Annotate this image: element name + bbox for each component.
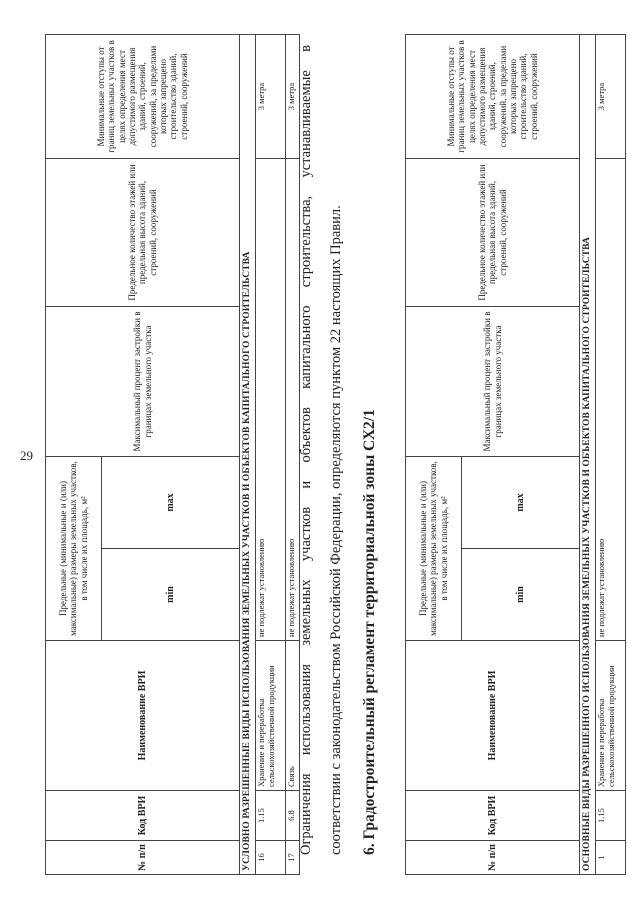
header-num: № п/п (406, 841, 580, 875)
restrictions-paragraph-line-2: соответствии с законодательством Российской Федерации, определяются пунктом 22 настоящих Правил. (328, 205, 344, 855)
header-max: max (462, 457, 580, 549)
row-name: Хранение и переработка сельскохозяйственной продукции (595, 641, 625, 791)
header-setback: Минимальные отступы от границ земельных участков в целях определения мест допустимого размещения зданий, строений, сооружений, за пределами которых запрещено строительство зданий, строений, сооружений (406, 35, 580, 159)
landscape-page-content (45, 35, 616, 875)
header-max: max (102, 457, 240, 549)
row-sizes: не подлежат установлению (285, 159, 299, 641)
row-num: 16 (255, 841, 285, 875)
row-sizes: не подлежат установлению (595, 159, 625, 641)
header-code: Код ВРИ (406, 791, 580, 841)
header-setback: Минимальные отступы от границ земельных участков в целях определения мест допустимого размещения зданий, строений, сооружений, за пределами которых запрещено строительство зданий, строений, сооружений (46, 35, 240, 159)
header-name: Наименование ВРИ (406, 641, 580, 791)
row-name: Связь (285, 641, 299, 791)
row-setback: 3 метра (595, 35, 625, 159)
header-name: Наименование ВРИ (46, 641, 240, 791)
row-code: 1.15 (255, 791, 285, 841)
header-min: min (462, 549, 580, 641)
row-setback: 3 метра (285, 35, 299, 159)
section-title: 6. Градостроительный регламент территориальной зоны СХ2/1 (361, 409, 378, 855)
page-number: 29 (20, 448, 33, 463)
regulation-table-main (405, 34, 626, 875)
section-row-conditional: УСЛОВНО РАЗРЕШЕННЫЕ ВИДЫ ИСПОЛЬЗОВАНИЯ ЗЕМЕЛЬНЫХ УЧАСТКОВ И ОБЪЕКТОВ КАПИТАЛЬНОГО СТРОИТЕЛЬСТВА (240, 35, 256, 875)
header-sizes: Предельные (минимальные и (или) максимальные) размеры земельных участков, в том числе их площадь, м² (46, 457, 102, 641)
header-floors: Предельное количество этажей или предельная высота зданий, строений, сооружений (46, 159, 240, 307)
row-setback: 3 метра (255, 35, 285, 159)
header-percent: Максимальный процент застройки в границах земельного участка (46, 307, 240, 457)
restrictions-paragraph-line-1: Ограничения использования земельных участков и объектов капитального строительства, устанавливаемые в (298, 45, 314, 855)
header-num: № п/п (46, 841, 240, 875)
header-percent: Максимальный процент застройки в границах земельного участка (406, 307, 580, 457)
table-row (255, 35, 285, 875)
regulation-table-conditional (45, 34, 300, 875)
row-code: 1.15 (595, 791, 625, 841)
row-name: Хранение и переработка сельскохозяйственной продукции (255, 641, 285, 791)
row-sizes: не подлежат установлению (255, 159, 285, 641)
row-code: 6.8 (285, 791, 299, 841)
row-num: 1 (595, 841, 625, 875)
section-row-main: ОСНОВНЫЕ ВИДЫ РАЗРЕШЕННОГО ИСПОЛЬЗОВАНИЯ ЗЕМЕЛЬНЫХ УЧАСТКОВ И ОБЪЕКТОВ КАПИТАЛЬНОГО СТРОИТЕЛЬСТВА (580, 35, 596, 875)
header-floors: Предельное количество этажей или предельная высота зданий, строений, сооружений (406, 159, 580, 307)
row-num: 17 (285, 841, 299, 875)
table-row (595, 35, 625, 875)
header-sizes: Предельные (минимальные и (или) максимальные) размеры земельных участков, в том числе их площадь, м² (406, 457, 462, 641)
header-code: Код ВРИ (46, 791, 240, 841)
header-min: min (102, 549, 240, 641)
